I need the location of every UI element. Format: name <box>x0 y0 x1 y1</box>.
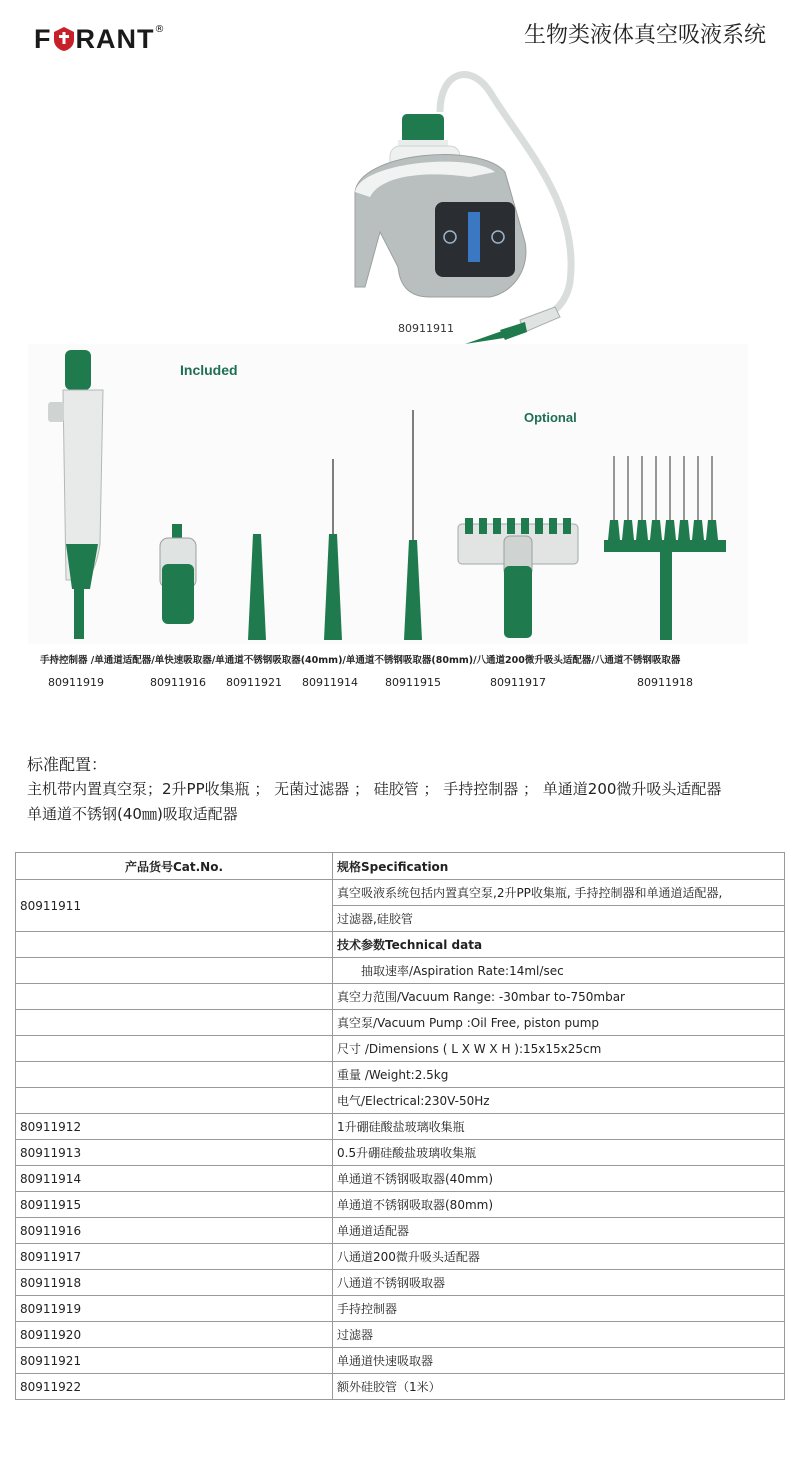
logo-text-f: F <box>34 24 52 54</box>
table-header-row <box>16 853 785 880</box>
cat-no-cell: 80911919 <box>16 1296 333 1322</box>
table-row <box>16 984 785 1010</box>
cat-no-cell: 80911918 <box>16 1270 333 1296</box>
optional-label: Optional <box>524 410 577 425</box>
cat-no-cell: 80911915 <box>16 1192 333 1218</box>
table-row <box>16 1062 785 1088</box>
spec-cell: 单通道不锈钢吸取器(80mm) <box>333 1192 785 1218</box>
tech-electrical: 电气/Electrical:230V-50Hz <box>333 1088 785 1114</box>
spec-cell: 额外硅胶管（1米） <box>333 1374 785 1400</box>
accessory-code-6: 80911917 <box>490 676 546 689</box>
cat-no-cell: 80911913 <box>16 1140 333 1166</box>
table-row <box>16 1374 785 1400</box>
hero-caption: 80911911 <box>398 322 454 335</box>
accessory-names: 手持控制器 /单通道适配器/单快速吸取器/单通道不锈钢吸取器(40mm)/单通道不锈钢吸取器(80mm)/八通道200微升吸头适配器/八通道不锈钢吸取器 <box>40 655 681 666</box>
tech-dimensions: 尺寸 /Dimensions ( L X W X H ):15x15x25cm <box>333 1036 785 1062</box>
cat-no-cell: 80911921 <box>16 1348 333 1374</box>
logo-text-rest: RANT <box>75 24 155 54</box>
standard-config-line-1: 主机带内置真空泵；2升PP收集瓶 ； 无菌过滤器 ； 硅胶管 ； 手持控制器 ； 单通道200微升吸头适配器 <box>27 780 722 798</box>
spec-cell: 单通道不锈钢吸取器(40mm) <box>333 1166 785 1192</box>
spec-cell: 0.5升硼硅酸盐玻璃收集瓶 <box>333 1140 785 1166</box>
table-row <box>16 1010 785 1036</box>
standard-config-line-2: 单通道不锈钢(40㎜)吸取适配器 <box>27 805 238 823</box>
header-specification: 规格Specification <box>333 853 785 880</box>
cat-no-cell: 80911911 <box>16 880 333 932</box>
accessory-code-2: 80911916 <box>150 676 206 689</box>
table-row <box>16 880 785 906</box>
spec-cell: 过滤器,硅胶管 <box>333 906 785 932</box>
cat-no-cell: 80911920 <box>16 1322 333 1348</box>
accessory-code-3: 80911921 <box>226 676 282 689</box>
table-row <box>16 1088 785 1114</box>
cat-no-cell: 80911916 <box>16 1218 333 1244</box>
spec-table <box>15 852 785 1400</box>
spec-cell: 过滤器 <box>333 1322 785 1348</box>
brand-logo <box>34 24 165 54</box>
table-row <box>16 932 785 958</box>
steel-aspirator-80mm-icon <box>404 410 422 640</box>
spec-cell: 八通道不锈钢吸取器 <box>333 1270 785 1296</box>
cat-no-cell: 80911917 <box>16 1244 333 1270</box>
accessory-code-7: 80911918 <box>637 676 693 689</box>
tech-weight: 重量 /Weight:2.5kg <box>333 1062 785 1088</box>
table-row <box>16 1218 785 1244</box>
table-row <box>16 1244 785 1270</box>
accessories-image <box>28 344 748 644</box>
tech-vacuum-range: 真空力范围/Vacuum Range: -30mbar to-750mbar <box>333 984 785 1010</box>
single-adapter-icon <box>160 524 196 624</box>
spec-cell: 八通道200微升吸头适配器 <box>333 1244 785 1270</box>
standard-config-title: 标准配置： <box>27 755 108 774</box>
spec-cell: 真空吸液系统包括内置真空泵,2升PP收集瓶, 手持控制器和单通道适配器, <box>333 880 785 906</box>
spec-cell: 单通道适配器 <box>333 1218 785 1244</box>
tech-vacuum-pump: 真空泵/Vacuum Pump :Oil Free, piston pump <box>333 1010 785 1036</box>
table-row <box>16 958 785 984</box>
cat-no-cell: 80911912 <box>16 1114 333 1140</box>
spec-cell: 1升硼硅酸盐玻璃收集瓶 <box>333 1114 785 1140</box>
quick-aspirator-icon <box>248 534 266 640</box>
table-row <box>16 1192 785 1218</box>
page-title: 生物类液体真空吸液系统 <box>523 23 766 48</box>
eight-channel-steel-aspirator-icon <box>614 456 712 524</box>
spec-cell: 手持控制器 <box>333 1296 785 1322</box>
header-cat-no: 产品货号Cat.No. <box>16 853 333 880</box>
table-row <box>16 1036 785 1062</box>
table-row <box>16 1270 785 1296</box>
cat-no-cell: 80911914 <box>16 1166 333 1192</box>
table-row <box>16 1322 785 1348</box>
tech-aspiration-rate: 抽取速率/Aspiration Rate:14ml/sec <box>333 958 785 984</box>
cat-no-cell: 80911922 <box>16 1374 333 1400</box>
accessory-code-1: 80911919 <box>48 676 104 689</box>
accessory-code-4: 80911914 <box>302 676 358 689</box>
accessory-code-5: 80911915 <box>385 676 441 689</box>
included-label: Included <box>180 362 238 378</box>
vacuum-system-image <box>320 52 620 352</box>
table-row <box>16 1114 785 1140</box>
steel-aspirator-40mm-icon <box>324 459 342 640</box>
tech-data-title: 技术参数Technical data <box>333 932 785 958</box>
eight-channel-tip-adapter-icon <box>458 518 578 638</box>
table-row <box>16 1348 785 1374</box>
logo-registered-mark: ® <box>154 23 165 35</box>
table-row <box>16 1296 785 1322</box>
logo-shield-icon <box>53 26 75 52</box>
handheld-controller-icon <box>48 350 103 639</box>
spec-cell: 单通道快速吸取器 <box>333 1348 785 1374</box>
table-row <box>16 1140 785 1166</box>
table-row <box>16 1166 785 1192</box>
